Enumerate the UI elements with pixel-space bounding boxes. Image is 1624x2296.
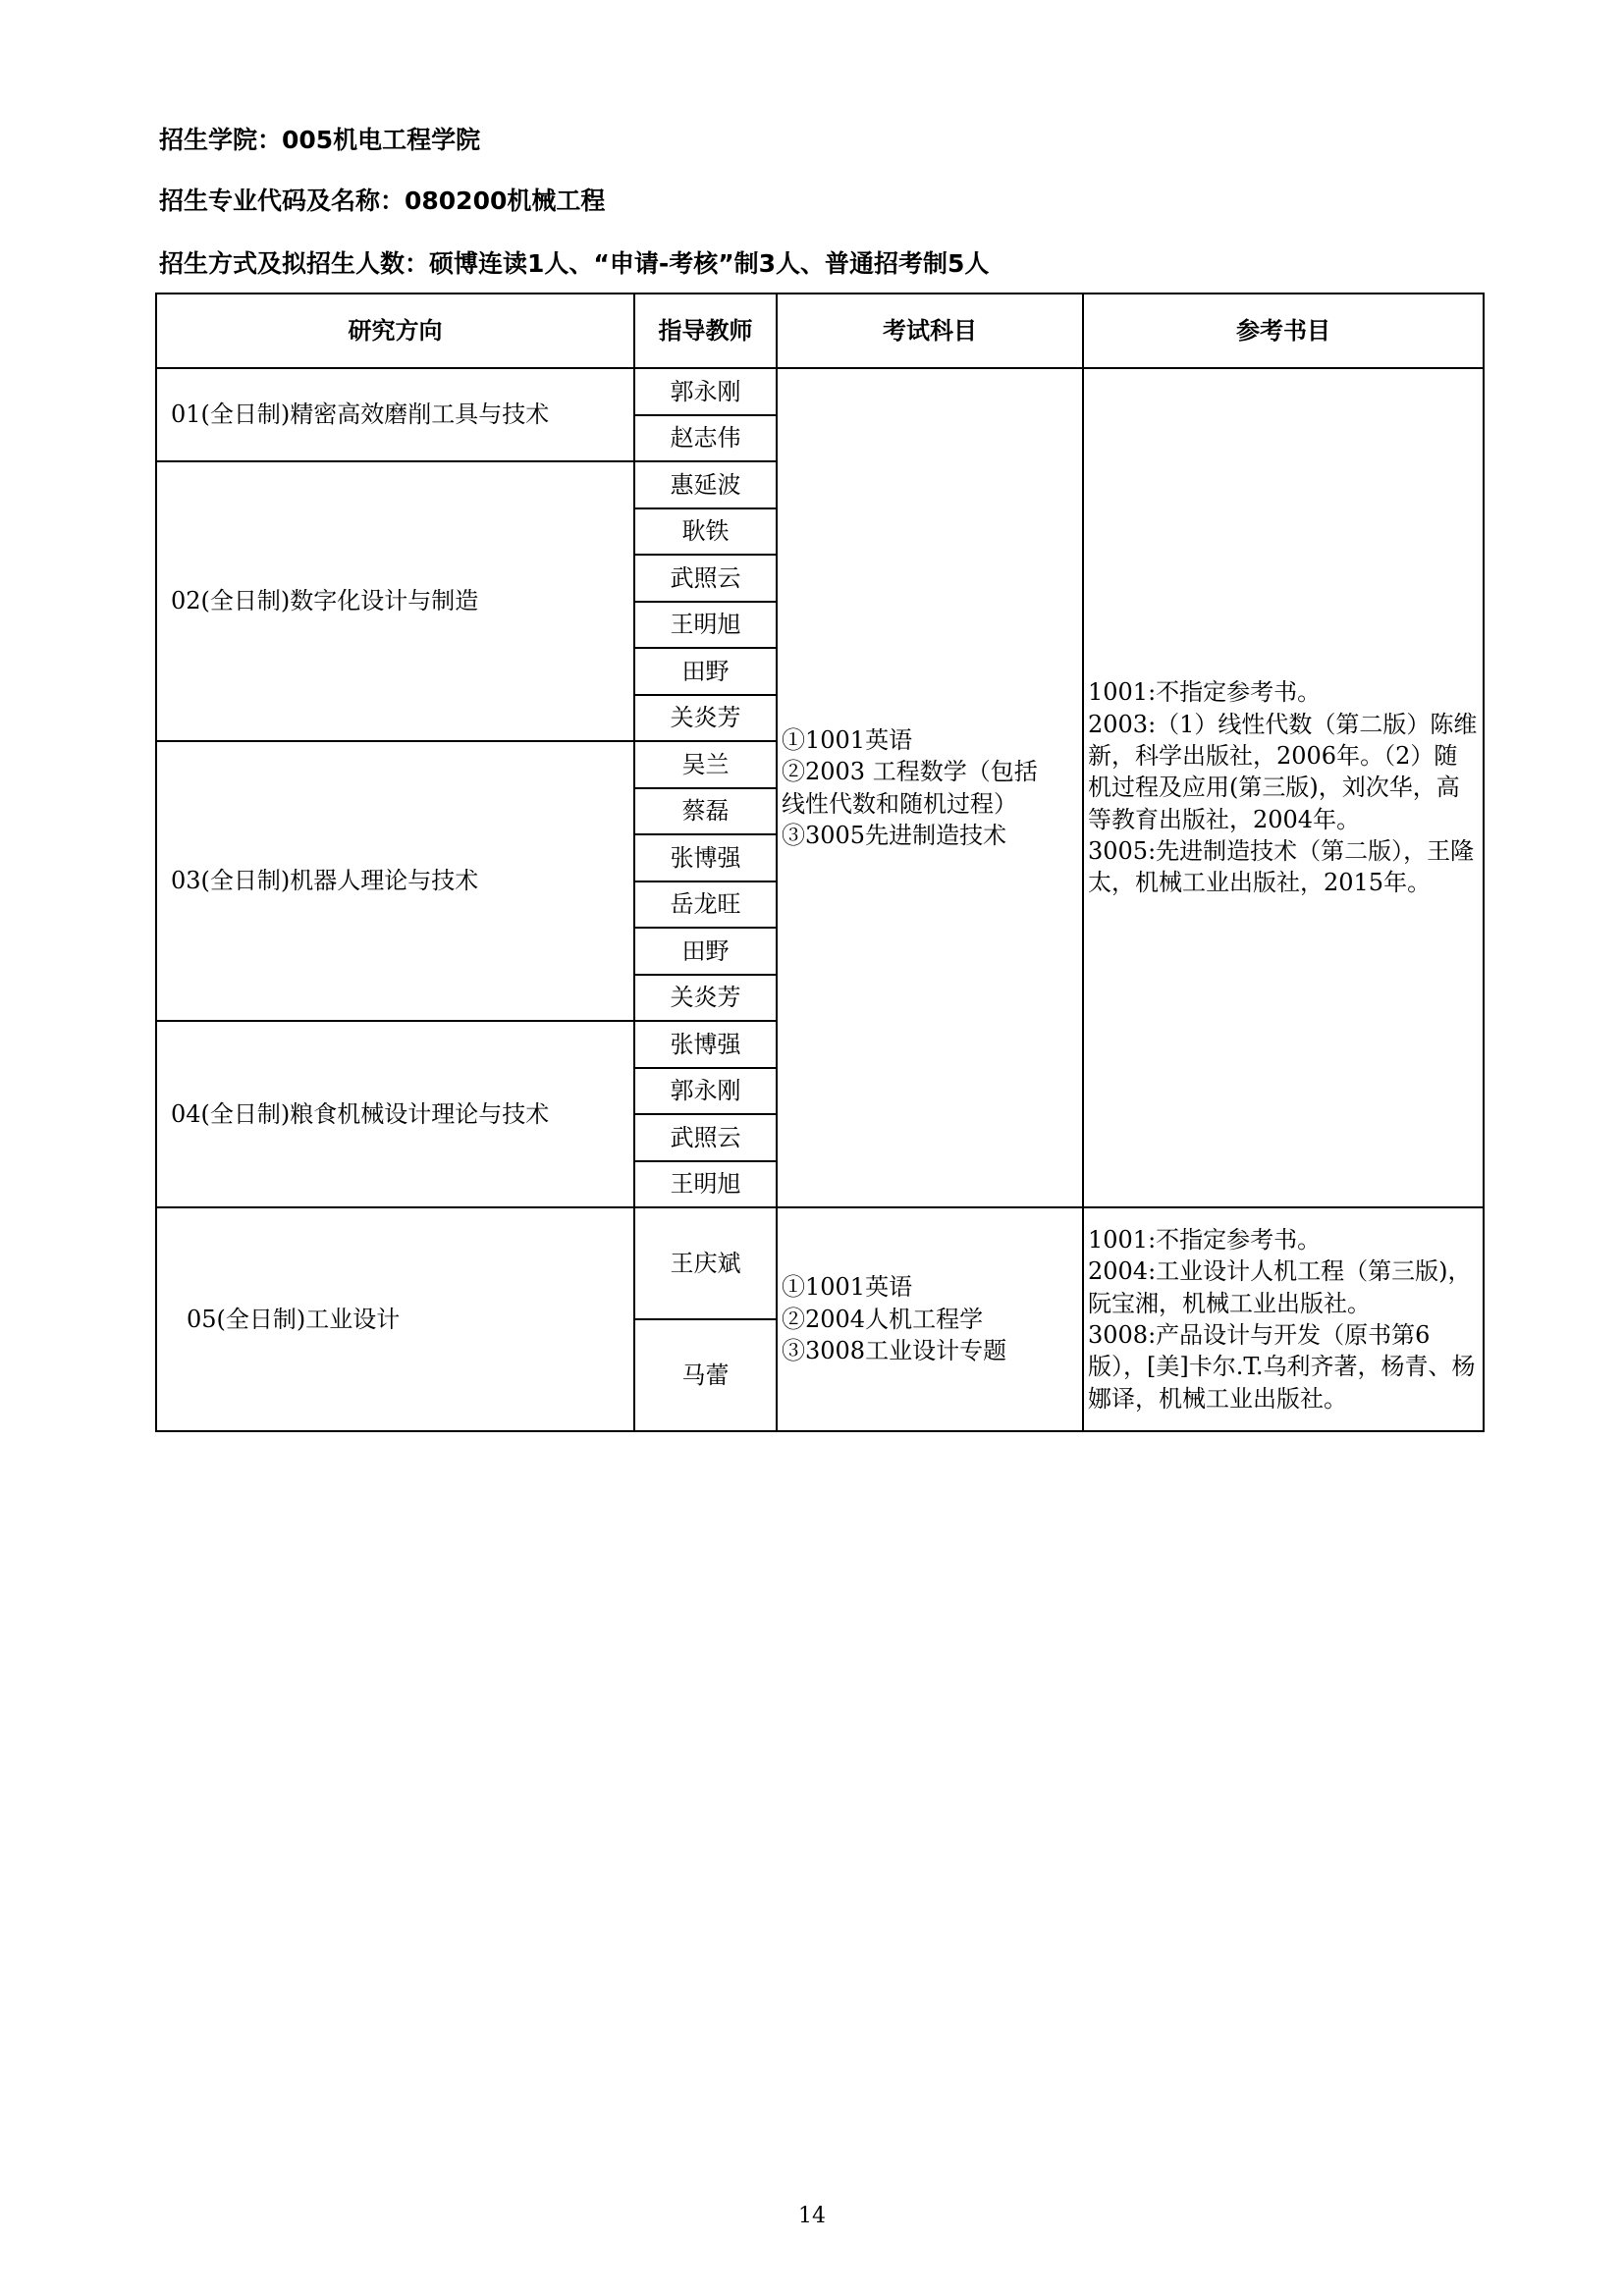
exam-line: ③3008工业设计专题 (782, 1337, 1007, 1365)
teacher-cell: 王明旭 (634, 1161, 777, 1208)
page-number: 14 (798, 2204, 826, 2228)
teacher-cell: 蔡磊 (634, 788, 777, 835)
direction-05: 05(全日制)工业设计 (156, 1207, 634, 1431)
teacher-cell: 田野 (634, 648, 777, 695)
teacher-cell: 张博强 (634, 1021, 777, 1068)
teacher-cell: 吴兰 (634, 741, 777, 788)
enrollment-table (155, 293, 1485, 1432)
exam-line: ②2003 工程数学（包括 (782, 758, 1038, 786)
col-header-teacher: 指导教师 (634, 294, 777, 368)
col-header-direction: 研究方向 (156, 294, 634, 368)
direction-02: 02(全日制)数字化设计与制造 (156, 461, 634, 741)
reference-line: 2004:工业设计人机工程（第三版)，阮宝湘，机械工业出版社。 (1088, 1257, 1472, 1317)
teacher-cell: 关炎芳 (634, 975, 777, 1022)
teacher-cell: 郭永刚 (634, 368, 777, 415)
teacher-cell: 武照云 (634, 1114, 777, 1161)
exam-line: ③3005先进制造技术 (782, 821, 1007, 849)
teacher-cell: 岳龙旺 (634, 881, 777, 929)
table-row (156, 368, 1484, 415)
reference-line: 2003:（1）线性代数（第二版）陈维新，科学出版社，2006年。（2）随机过程及应用(第三版)，刘次华，高等教育出版社，2004年。 (1088, 710, 1478, 833)
exam-subjects-group1 (777, 368, 1083, 1207)
direction-03: 03(全日制)机器人理论与技术 (156, 741, 634, 1021)
teacher-cell: 马蕾 (634, 1319, 777, 1431)
exam-line: ①1001英语 (782, 725, 913, 754)
direction-04: 04(全日制)粮食机械设计理论与技术 (156, 1021, 634, 1207)
major-code-name: 招生专业代码及名称：080200机械工程 (159, 187, 606, 215)
admission-quota: 招生方式及拟招生人数：硕博连读1人、“申请-考核”制3人、普通招考制5人 (159, 249, 990, 278)
teacher-cell: 田野 (634, 928, 777, 975)
teacher-cell: 王庆斌 (634, 1207, 777, 1319)
col-header-reference: 参考书目 (1083, 294, 1484, 368)
reference-line: 1001:不指定参考书。 (1088, 678, 1322, 707)
teacher-cell: 惠延波 (634, 461, 777, 508)
reference-books-group2 (1083, 1207, 1484, 1431)
exam-line: 线性代数和随机过程） (782, 789, 1017, 818)
teacher-cell: 张博强 (634, 834, 777, 881)
col-header-exam: 考试科目 (777, 294, 1083, 368)
exam-subjects-group2 (777, 1207, 1083, 1431)
teacher-cell: 赵志伟 (634, 415, 777, 462)
teacher-cell: 武照云 (634, 555, 777, 602)
exam-line: ②2004人机工程学 (782, 1305, 984, 1333)
teacher-cell: 王明旭 (634, 602, 777, 649)
reference-line: 3005:先进制造技术（第二版），王隆太，机械工业出版社，2015年。 (1088, 837, 1475, 897)
table-header-row (156, 294, 1484, 368)
exam-line: ①1001英语 (782, 1273, 913, 1302)
reference-books-group1 (1083, 368, 1484, 1207)
direction-01: 01(全日制)精密高效磨削工具与技术 (156, 368, 634, 461)
teacher-cell: 关炎芳 (634, 695, 777, 742)
teacher-cell: 郭永刚 (634, 1068, 777, 1115)
reference-line: 1001:不指定参考书。 (1088, 1225, 1322, 1254)
admission-college: 招生学院：005机电工程学院 (159, 126, 481, 154)
teacher-cell: 耿铁 (634, 508, 777, 556)
reference-line: 3008:产品设计与开发（原书第6版），[美]卡尔.T.乌利齐著，杨青、杨娜译，机械工业出版社。 (1088, 1321, 1476, 1413)
table-row (156, 1207, 1484, 1319)
